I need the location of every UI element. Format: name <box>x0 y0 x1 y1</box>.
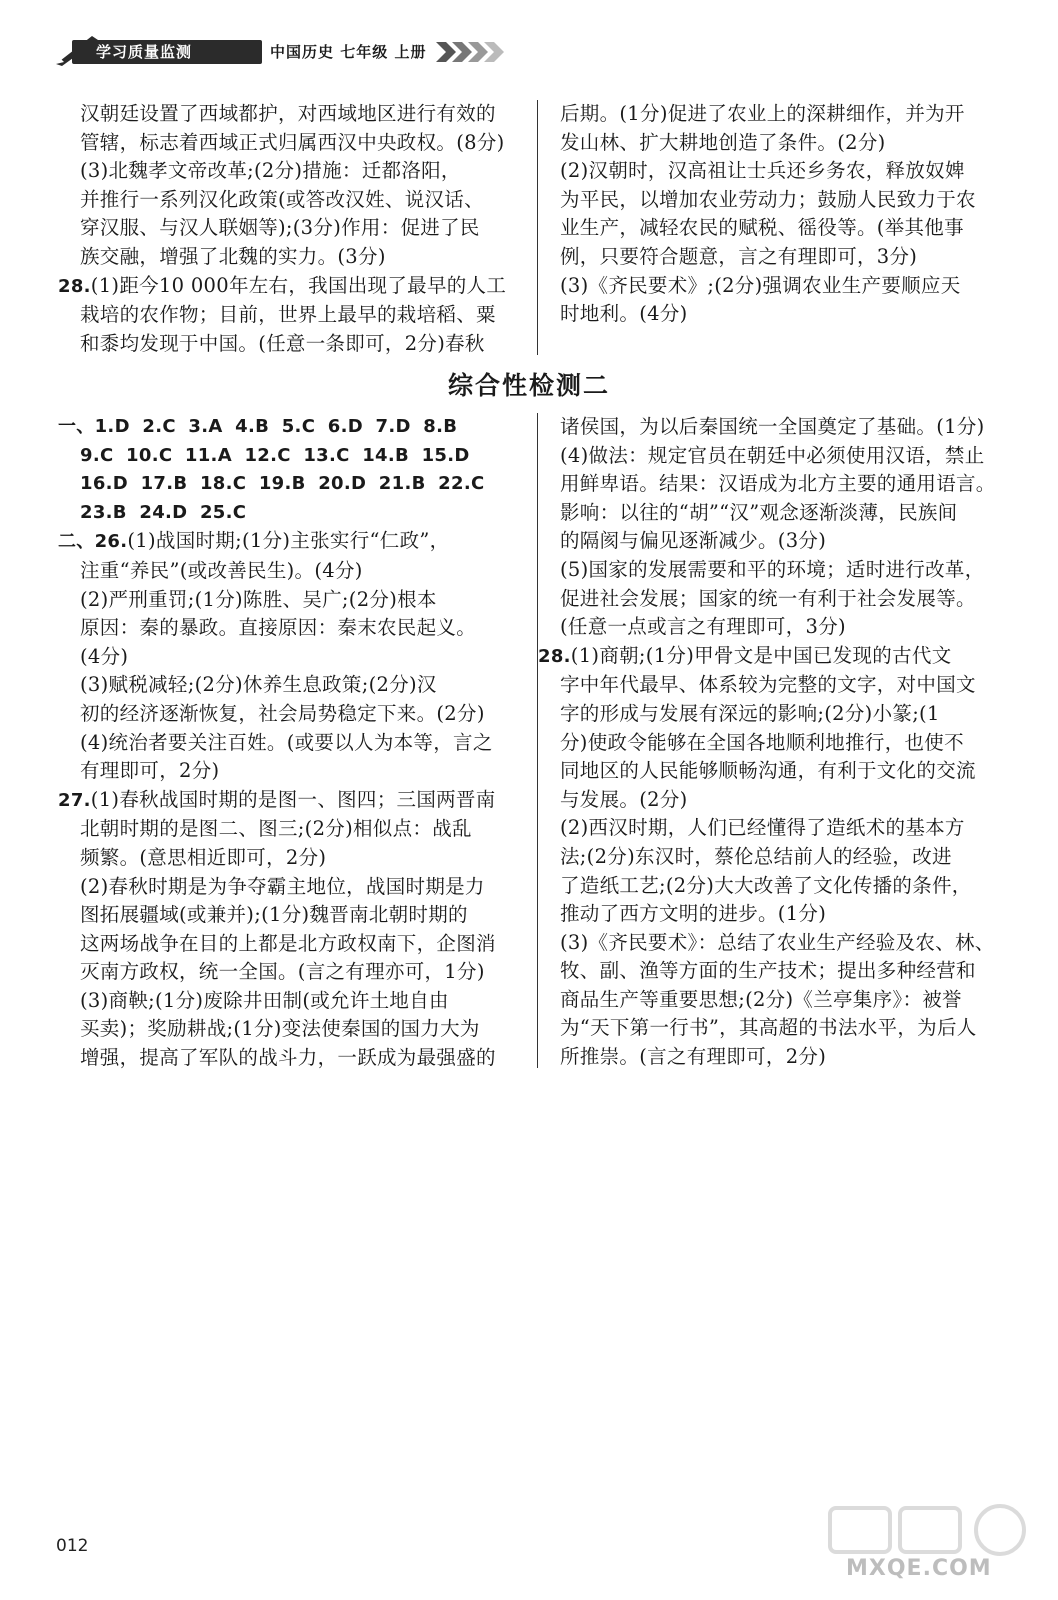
bottom-right-column <box>538 413 1010 1072</box>
question-27-line <box>58 786 520 816</box>
text-line: 初的经济逐渐恢复，社会局势稳定下来。(2分) <box>80 701 485 725</box>
text-line: 时地利。(4分) <box>560 302 688 326</box>
text-line: 图拓展疆域(或兼并);(1分)魏晋南北朝时期的 <box>80 903 468 927</box>
text-line: 用鲜卑语。结果：汉语成为北方主要的通用语言。 <box>560 472 996 496</box>
text-line: 为“天下第一行书”，其高超的书法水平，为后人 <box>560 1016 977 1040</box>
text-line: 的隔阂与偏见逐渐减少。(3分) <box>560 529 827 553</box>
question-28-line <box>58 272 520 302</box>
text-line: (3)赋税减轻;(2分)休养生息政策;(2分)汉 <box>80 673 437 697</box>
chevron-arrows-icon <box>436 40 532 64</box>
text-line: 为平民，以增加农业劳动力；鼓励人民致力于农 <box>560 187 976 211</box>
text-line: (3)《齐民要术》;(2分)强调农业生产要顺应天 <box>560 273 961 297</box>
text-line: 这两场战争在目的上都是北方政权南下，企图消 <box>80 931 496 955</box>
text-line: 与发展。(2分) <box>560 787 688 811</box>
text-line: 字中年代最早、体系较为完整的文字，对中国文 <box>560 673 976 697</box>
brand-label: 学习质量监测 <box>96 43 193 61</box>
bottom-left-column <box>58 413 520 1073</box>
text-line: 穿汉服、与汉人联姻等);(3分)作用：促进了民 <box>80 216 480 240</box>
text-line: (1)商朝;(1分)甲骨文是中国已发现的古代文 <box>570 643 952 667</box>
text-line: (3)《齐民要术》：总结了农业生产经验及农、林、 <box>560 930 995 954</box>
text-line: 业生产，减轻农民的赋税、徭役等。(举其他事 <box>560 216 964 240</box>
text-line: 和黍均发现于中国。(任意一条即可，2分)春秋 <box>80 331 485 355</box>
text-line: 并推行一系列汉化政策(或答改汉姓、说汉话、 <box>80 187 484 211</box>
text-line: (4)统治者要关注百姓。(或要以人为本等，言之 <box>80 730 493 754</box>
column-divider <box>537 413 538 1068</box>
mcq-answers: 9.C 10.C 11.A 12.C 13.C 14.B 15.D <box>80 444 470 466</box>
text-line: (4分) <box>80 644 129 668</box>
text-line: (任意一点或言之有理即可，3分) <box>560 615 846 639</box>
text-line: 管辖，标志着西域正式归属西汉中央政权。(8分) <box>80 130 505 154</box>
text-line: 灭南方政权，统一全国。(言之有理亦可，1分) <box>80 960 485 984</box>
text-line: 法;(2分)东汉时，蔡伦总结前人的经验，改进 <box>560 844 952 868</box>
text-line: 原因：秦的暴政。直接原因：秦末农民起义。 <box>80 616 477 640</box>
question-number: 28. <box>58 275 91 297</box>
brand-badge <box>72 40 262 64</box>
question-26-line <box>58 527 520 557</box>
text-line: 注重“养民”(或改善民生)。(4分) <box>80 558 363 582</box>
text-line: 汉朝廷设置了西域都护，对西域地区进行有效的 <box>80 102 496 125</box>
text-line: (3)北魏孝文帝改革;(2分)措施：迁都洛阳， <box>80 159 461 183</box>
text-line: 例，只要符合题意，言之有理即可，3分) <box>560 244 918 268</box>
text-line: 字的形成与发展有深远的影响;(2分)小篆;(1 <box>560 701 940 725</box>
text-line: 北朝时期的是图二、图三;(2分)相似点：战乱 <box>80 817 472 841</box>
page-header <box>52 34 492 66</box>
mcq-answers: 16.D 17.B 18.C 19.B 20.D 21.B 22.C <box>80 473 485 495</box>
text-line: (1)距今10 000年左右，我国出现了最早的人工 <box>90 273 507 297</box>
mcq-row <box>58 413 520 442</box>
text-line: (5)国家的发展需要和平的环境；适时进行改革， <box>560 557 985 581</box>
text-line: (2)西汉时期，人们已经懂得了造纸术的基本方 <box>560 816 965 840</box>
text-line: 族交融，增强了北魏的实力。(3分) <box>80 244 386 268</box>
text-line: (2)春秋时期是为争夺霸主地位，战国时期是力 <box>80 874 485 898</box>
text-line: 买卖)；奖励耕战;(1分)变法使秦国的国力大为 <box>80 1017 480 1041</box>
question-number: 28. <box>538 645 571 667</box>
question-28-line <box>538 642 1010 672</box>
column-divider <box>537 100 538 355</box>
text-line: 了造纸工艺;(2分)大大改善了文化传播的条件， <box>560 873 972 897</box>
text-line: 分)使政令能够在全国各地顺利地推行，也使不 <box>560 730 964 754</box>
text-line: 后期。(1分)促进了农业上的深耕细作，并为开 <box>560 102 965 125</box>
text-line: 频繁。(意思相近即可，2分) <box>80 845 327 869</box>
mcq-answers: 1.D 2.C 3.A 4.B 5.C 6.D 7.D 8.B <box>94 416 458 437</box>
section-title: 综合性检测二 <box>447 371 610 400</box>
text-line: 商品生产等重要思想;(2分)《兰亭集序》：被誉 <box>560 987 962 1011</box>
page-number: 012 <box>56 1536 89 1556</box>
text-line: 影响：以往的“胡”“汉”观念逐渐淡薄，民族间 <box>560 500 958 524</box>
mcq-label: 一、 <box>58 416 95 437</box>
text-line: 有理即可，2分) <box>80 759 220 783</box>
text-line: 发山林、扩大耕地创造了条件。(2分) <box>560 130 886 154</box>
mcq-answers: 23.B 24.D 25.C <box>80 501 247 523</box>
text-line: 同地区的人民能够顺畅沟通，有利于文化的交流 <box>560 759 976 783</box>
text-line: 所推崇。(言之有理即可，2分) <box>560 1045 827 1069</box>
text-line: (3)商鞅;(1分)废除井田制(或允许土地自由 <box>80 988 449 1012</box>
question-number: 二、26. <box>58 531 128 553</box>
text-line: (4)做法：规定官员在朝廷中必须使用汉语，禁止 <box>560 443 985 467</box>
watermark-text: MXQE.COM <box>846 1556 992 1581</box>
book-title: 中国历史 七年级 上册 <box>270 43 427 61</box>
text-line: (1)战国时期;(1分)主张实行“仁政”， <box>127 529 450 553</box>
text-line: 促进社会发展；国家的统一有利于社会发展等。 <box>560 586 976 610</box>
text-line: 诸侯国，为以后秦国统一全国奠定了基础。(1分) <box>560 415 985 438</box>
text-line: 牧、副、渔等方面的生产技术；提出多种经营和 <box>560 959 976 983</box>
top-left-column <box>58 100 520 358</box>
question-number: 27. <box>58 789 91 811</box>
text-line: 推动了西方文明的进步。(1分) <box>560 902 827 926</box>
text-line: (2)汉朝时，汉高祖让士兵还乡务农，释放奴婢 <box>560 159 965 183</box>
text-line: 增强，提高了军队的战斗力，一跃成为最强盛的 <box>80 1046 496 1070</box>
top-right-column <box>560 100 1010 329</box>
text-line: (2)严刑重罚;(1分)陈胜、吴广;(2分)根本 <box>80 587 437 611</box>
text-line: 栽培的农作物；目前，世界上最早的栽培稻、粟 <box>80 303 496 327</box>
text-line: (1)春秋战国时期的是图一、图四；三国两晋南 <box>90 787 496 811</box>
